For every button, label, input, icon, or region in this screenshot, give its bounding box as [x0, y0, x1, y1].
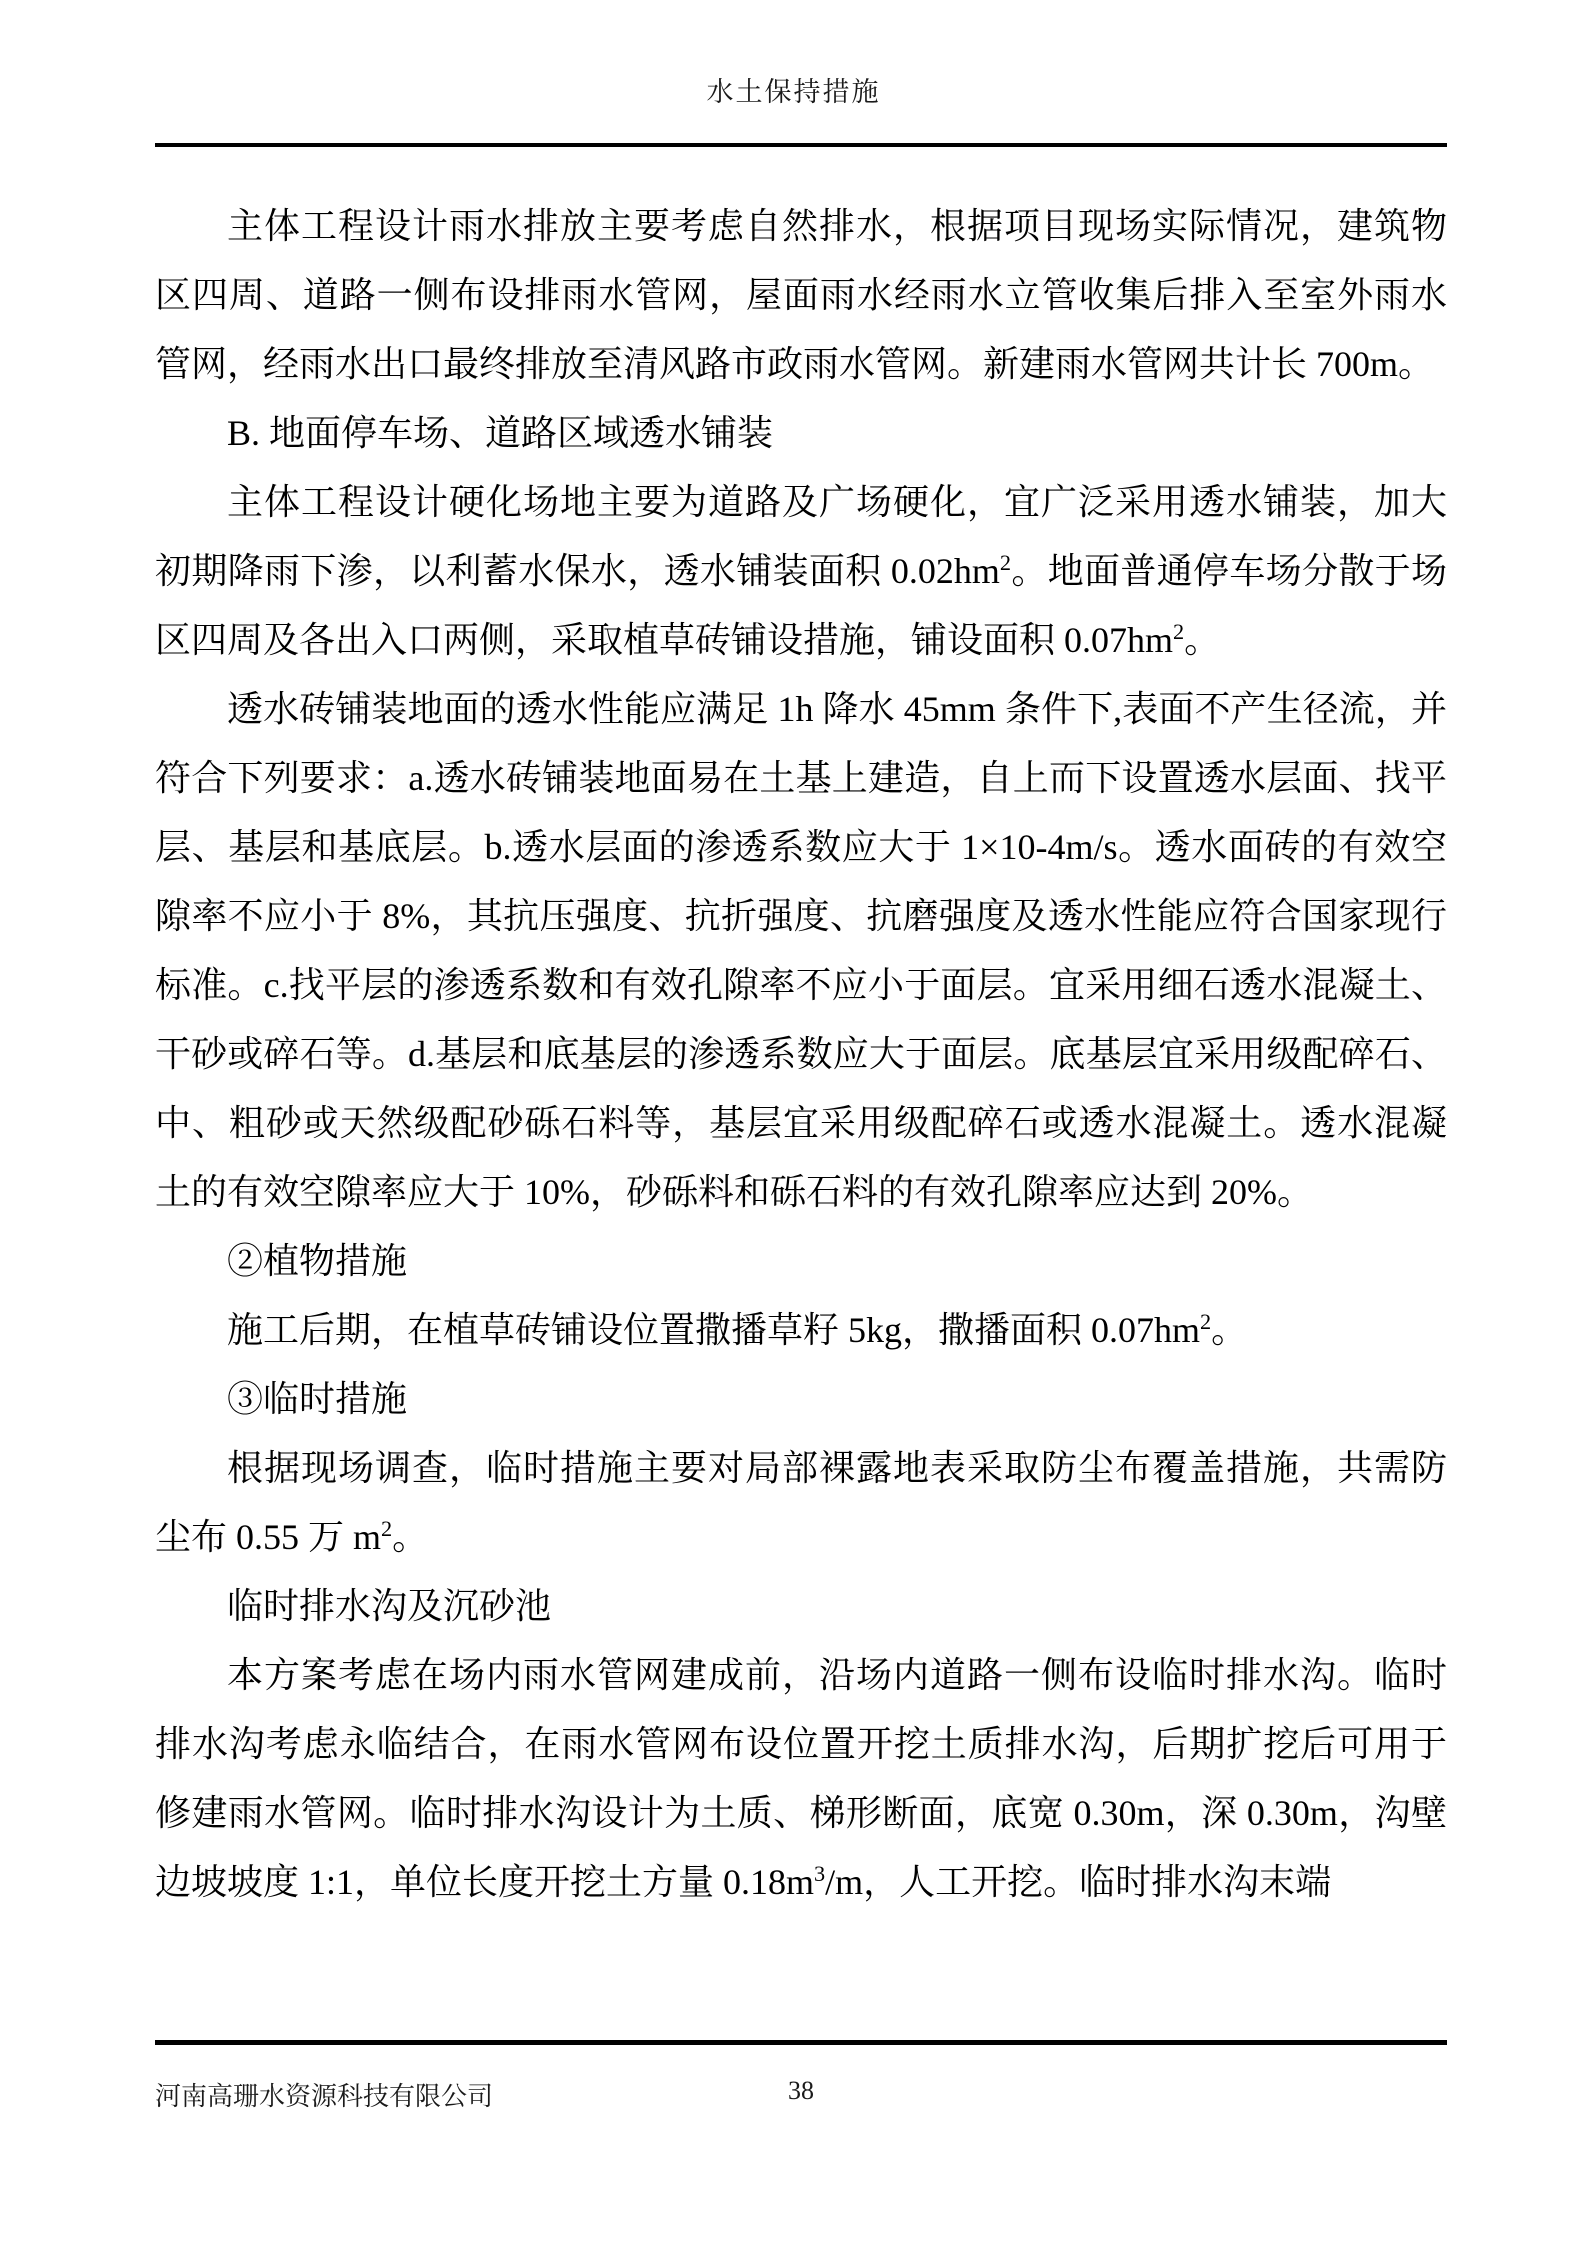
text-run: 主体工程设计雨水排放主要考虑自然排水，根据项目现场实际情况，建筑物区四周、道路一侧布设排雨水管网，屋面雨水经雨水立管收集后排入至室外雨水管网，经雨水出口最终排放至清风路市政雨水管网。新建雨水管网共计长 700m。 — [155, 206, 1447, 384]
text-run: ②植物措施 — [227, 1241, 408, 1281]
text-run: ③临时措施 — [227, 1379, 408, 1419]
superscript: 2 — [999, 550, 1012, 575]
paragraph — [155, 399, 1447, 468]
footer-rule — [155, 2040, 1447, 2045]
text-run: 本方案考虑在场内雨水管网建成前，沿场内道路一侧布设临时排水沟。临时排水沟考虑永临结合，在雨水管网布设位置开挖土质排水沟，后期扩挖后可用于修建雨水管网。临时排水沟设计为土质、梯形断面，底宽 0.30m，深 0.30m，沟壁边坡坡度 1:1，单位长度开挖土方量 0.18m — [155, 1655, 1447, 1902]
footer-company-name: 河南高珊水资源科技有限公司 — [155, 2082, 494, 2111]
paragraph — [155, 1227, 1447, 1296]
text-run: 。地面普通停车场分散于场区四周及各出入口两侧，采取植草砖铺设措施，铺设面积 0.07hm — [155, 551, 1447, 660]
paragraph — [155, 1641, 1447, 1917]
text-run: 临时排水沟及沉砂池 — [227, 1586, 552, 1626]
superscript: 2 — [381, 1516, 393, 1541]
superscript: 3 — [814, 1861, 826, 1886]
paragraph — [155, 468, 1447, 675]
text-run: 。 — [1184, 620, 1221, 660]
text-run: 。 — [392, 1517, 429, 1557]
footer-page-number: 38 — [788, 2076, 814, 2105]
paragraph — [155, 1572, 1447, 1641]
superscript: 2 — [1173, 619, 1185, 644]
paragraph — [155, 192, 1447, 399]
header-rule — [155, 143, 1447, 147]
paragraph — [155, 1296, 1447, 1365]
paragraph — [155, 1434, 1447, 1572]
text-run: 施工后期，在植草砖铺设位置撒播草籽 5kg，撒播面积 0.07hm — [227, 1310, 1201, 1350]
superscript: 2 — [1200, 1309, 1212, 1334]
text-run: 透水砖铺装地面的透水性能应满足 1h 降水 45mm 条件下,表面不产生径流，并符合下列要求：a.透水砖铺装地面易在土基上建造，自上而下设置透水层面、找平层、基层和基底层。b.透水层面的渗透系数应大于 1×10-4m/s。透水面砖的有效空隙率不应小于 8%，其抗压强度、抗折强度、抗磨强度及透水性能应符合国家现行标准。c.找平层的渗透系数和有效孔隙率不应小于面层。宜采用细石透水混凝土、干砂或碎石等。d.基层和底基层的渗透系数应大于面层。底基层宜采用级配碎石、中、粗砂或天然级配砂砾石料等，基层宜采用级配碎石或透水混凝土。透水混凝土的有效空隙率应大于 10%，砂砾料和砾石料的有效孔隙率应达到 20%。 — [155, 689, 1447, 1212]
text-run: 主体工程设计硬化场地主要为道路及广场硬化，宜广泛采用透水铺装，加大初期降雨下渗，以利蓄水保水，透水铺装面积 0.02hm — [155, 482, 1447, 591]
paragraph — [155, 675, 1447, 1227]
text-run: 根据现场调查，临时措施主要对局部裸露地表采取防尘布覆盖措施，共需防尘布 0.55 万 m — [155, 1448, 1447, 1557]
page-header-title: 水土保持措施 — [706, 77, 881, 107]
paragraph — [155, 1365, 1447, 1434]
text-run: /m，人工开挖。临时排水沟末端 — [825, 1862, 1332, 1902]
text-run: B. 地面停车场、道路区域透水铺装 — [227, 413, 774, 453]
document-body — [155, 192, 1447, 1917]
text-run: 。 — [1211, 1310, 1248, 1350]
